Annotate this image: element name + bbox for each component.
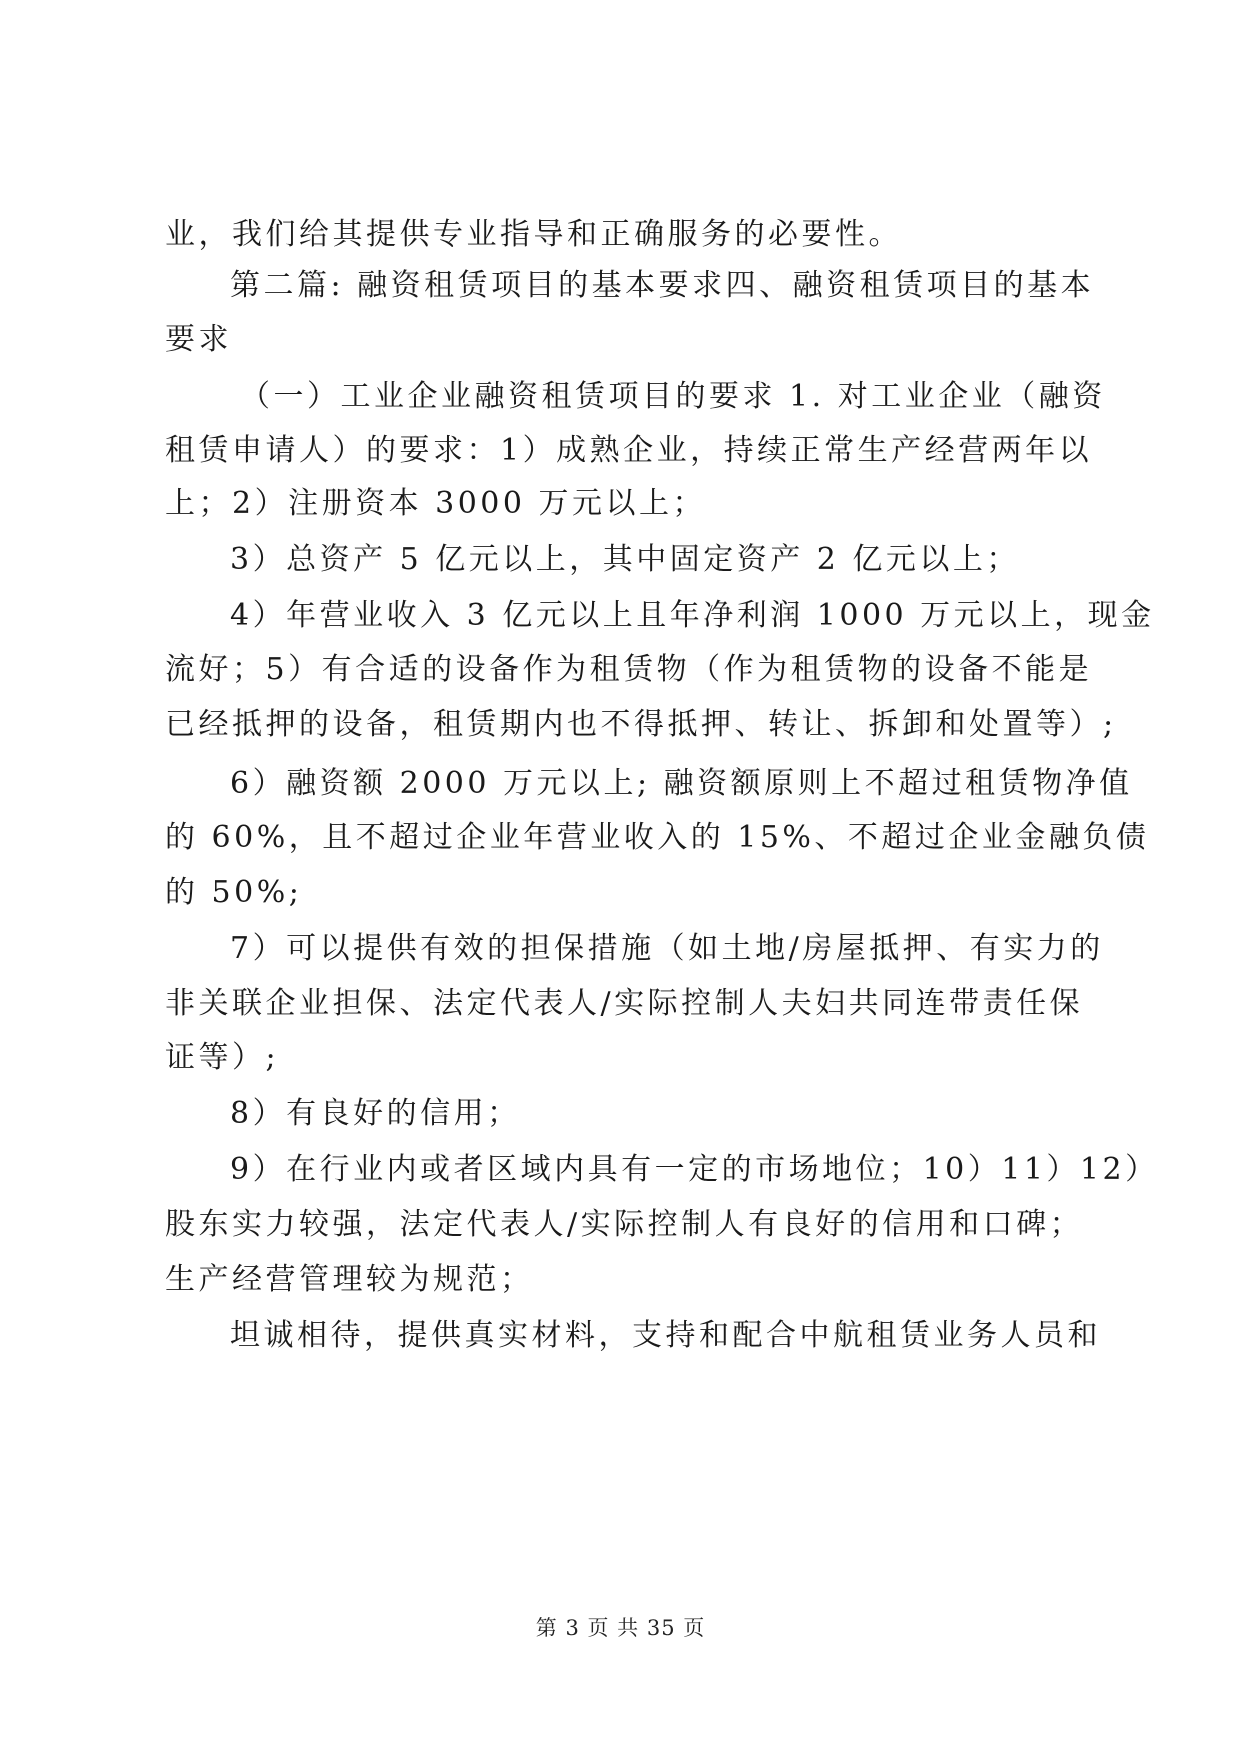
paragraph-line: 7）可以提供有效的担保措施（如土地/房屋抵押、有实力的 [230, 931, 1104, 966]
paragraph-line: 生产经营管理较为规范； [165, 1262, 534, 1297]
paragraph-line: 租赁申请人）的要求：1）成熟企业，持续正常生产经营两年以 [165, 433, 1093, 468]
paragraph-line: 坦诚相待，提供真实材料，支持和配合中航租赁业务人员和 [230, 1318, 1101, 1353]
paragraph-line: 非关联企业担保、法定代表人/实际控制人夫妇共同连带责任保 [165, 986, 1084, 1021]
paragraph-line: 的 60%，且不超过企业年营业收入的 15%、不超过企业金融负债 [165, 820, 1150, 855]
paragraph-line: 证等）; [165, 1040, 280, 1075]
paragraph-line: 业，我们给其提供专业指导和正确服务的必要性。 [165, 217, 902, 252]
paragraph-line: 6）融资额 2000 万元以上; 融资额原则上不超过租赁物净值 [230, 766, 1133, 801]
section-heading-line: 第二篇: 融资租赁项目的基本要求四、融资租赁项目的基本 [230, 268, 1095, 303]
paragraph-line: 9）在行业内或者区域内具有一定的市场地位；10）11）12） [230, 1152, 1159, 1187]
paragraph-line: 3）总资产 5 亿元以上，其中固定资产 2 亿元以上； [230, 542, 1020, 577]
paragraph-line: 已经抵押的设备，租赁期内也不得抵押、转让、拆卸和处置等）; [165, 707, 1117, 742]
paragraph-line: 的 50%; [165, 875, 303, 910]
paragraph-line: （一）工业企业融资租赁项目的要求 1. 对工业企业（融资 [240, 379, 1106, 414]
section-heading-line: 要求 [165, 322, 232, 357]
paragraph-line: 股东实力较强，法定代表人/实际控制人有良好的信用和口碑； [165, 1207, 1084, 1242]
paragraph-line: 上；2）注册资本 3000 万元以上； [165, 486, 707, 521]
paragraph-line: 4）年营业收入 3 亿元以上且年净利润 1000 万元以上，现金 [230, 598, 1155, 633]
page-number-footer: 第 3 页 共 35 页 [535, 1616, 706, 1640]
paragraph-line: 流好；5）有合适的设备作为租赁物（作为租赁物的设备不能是 [165, 652, 1093, 687]
paragraph-line: 8）有良好的信用； [230, 1096, 521, 1131]
